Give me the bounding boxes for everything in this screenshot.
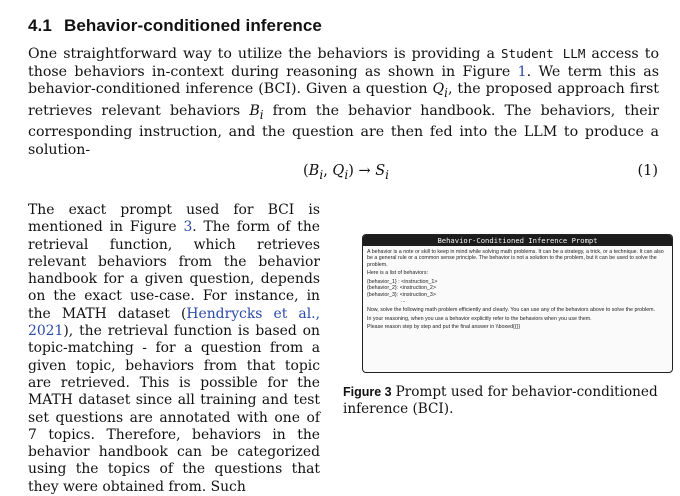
left-column-paragraph (28, 202, 320, 496)
prompt-line: Here is a list of behaviors: (367, 270, 428, 277)
citation-link[interactable]: Hendrycks et al., 2021 (28, 305, 320, 340)
eq-q-sub: i (344, 167, 349, 182)
figure-caption (343, 384, 663, 417)
b-symbol: B (249, 102, 260, 119)
q-symbol: Q (432, 81, 445, 98)
prompt-title: Behavior-Conditioned Inference Prompt (363, 235, 672, 246)
left-text: . The form of the retrieval function, which retrieves relevant behaviors from the behavior handbook for a given question, depends on the exact use-case. For instance, in the MATH dataset ( (28, 219, 321, 322)
prompt-line: A behavior is a note or skill to keep in mind while solving math problems. It can be a strategy, a trick, or a technique. It can also be a general rule or a common sense principle. The behavior is not a solution to the problem, but it can be used to solve the problem. (367, 249, 664, 268)
prompt-box (362, 234, 673, 373)
prompt-body (363, 246, 672, 336)
left-text: ), the retrieval function is based on topic-matching - for a question from a given topic, behaviors from that topic are retrieved. This is possible for the MATH dataset since all training and test set questions are annotated with one of 7 topics. Therefore, behaviors in the behavior handbook can be categorized using the topics of the questions that they were obtained from. Such (28, 323, 320, 495)
intro-text: access to those behaviors in-context during reasoning as shown in Figure (28, 46, 659, 80)
section-title: Behavior-conditioned inference (63, 16, 322, 35)
eq-comma: , (323, 163, 333, 179)
equation-1 (0, 163, 680, 183)
eq-s-sub: i (385, 167, 390, 182)
prompt-line: In your reasoning, when you use a behavior explicitly refer to the behaviors when you use them. (367, 315, 592, 322)
intro-text: from the behavior handbook. The behaviors, their corresponding instruction, and the question are then fed into the LLM to produce a solution- (28, 102, 659, 158)
left-text: The exact prompt used for BCI is mentioned in Figure (28, 202, 320, 236)
figure-1-link[interactable]: 1 (517, 63, 527, 80)
eq-arrow: → (353, 163, 376, 179)
prompt-line: ... (401, 298, 406, 305)
equation-expression (303, 163, 389, 182)
caption-text: Prompt used for behavior-conditioned inference (BCI). (343, 384, 658, 417)
intro-text: One straightforward way to utilize the behaviors is providing a (28, 46, 502, 62)
q-subscript: i (444, 86, 448, 101)
intro-paragraph (28, 45, 659, 159)
caption-label: Figure 3 (343, 385, 392, 399)
section-heading (28, 16, 322, 36)
eq-paren: ( (303, 163, 309, 179)
equation-number: (1) (637, 163, 658, 179)
eq-q: Q (332, 163, 345, 179)
eq-paren: ) (348, 163, 354, 179)
prompt-line: {behavior_1} : <instruction_1> (367, 279, 438, 286)
prompt-line: Now, solve the following math problem efficiently and clearly. You can use any of the behaviors above to solve the problem. (367, 306, 656, 313)
eq-b: B (308, 163, 320, 179)
prompt-line: {behavior_2}: <instruction_2> (367, 285, 436, 292)
student-llm-code: Student LLM (501, 46, 586, 61)
figure-3-link[interactable]: 3 (183, 219, 193, 236)
intro-text: . We term this as behavior-conditioned inference (BCI). Given a question (28, 63, 659, 98)
section-number: 4.1 (28, 16, 52, 35)
intro-text: , the proposed approach first retrieves relevant behaviors (28, 81, 659, 119)
prompt-line: Please reason step by step and put the final answer in \\boxed{{}} (367, 324, 521, 331)
prompt-line: {behavior_3}: <instruction_3> (367, 291, 436, 298)
b-subscript: i (259, 107, 264, 122)
eq-b-sub: i (319, 167, 324, 182)
eq-s: S (375, 163, 386, 179)
